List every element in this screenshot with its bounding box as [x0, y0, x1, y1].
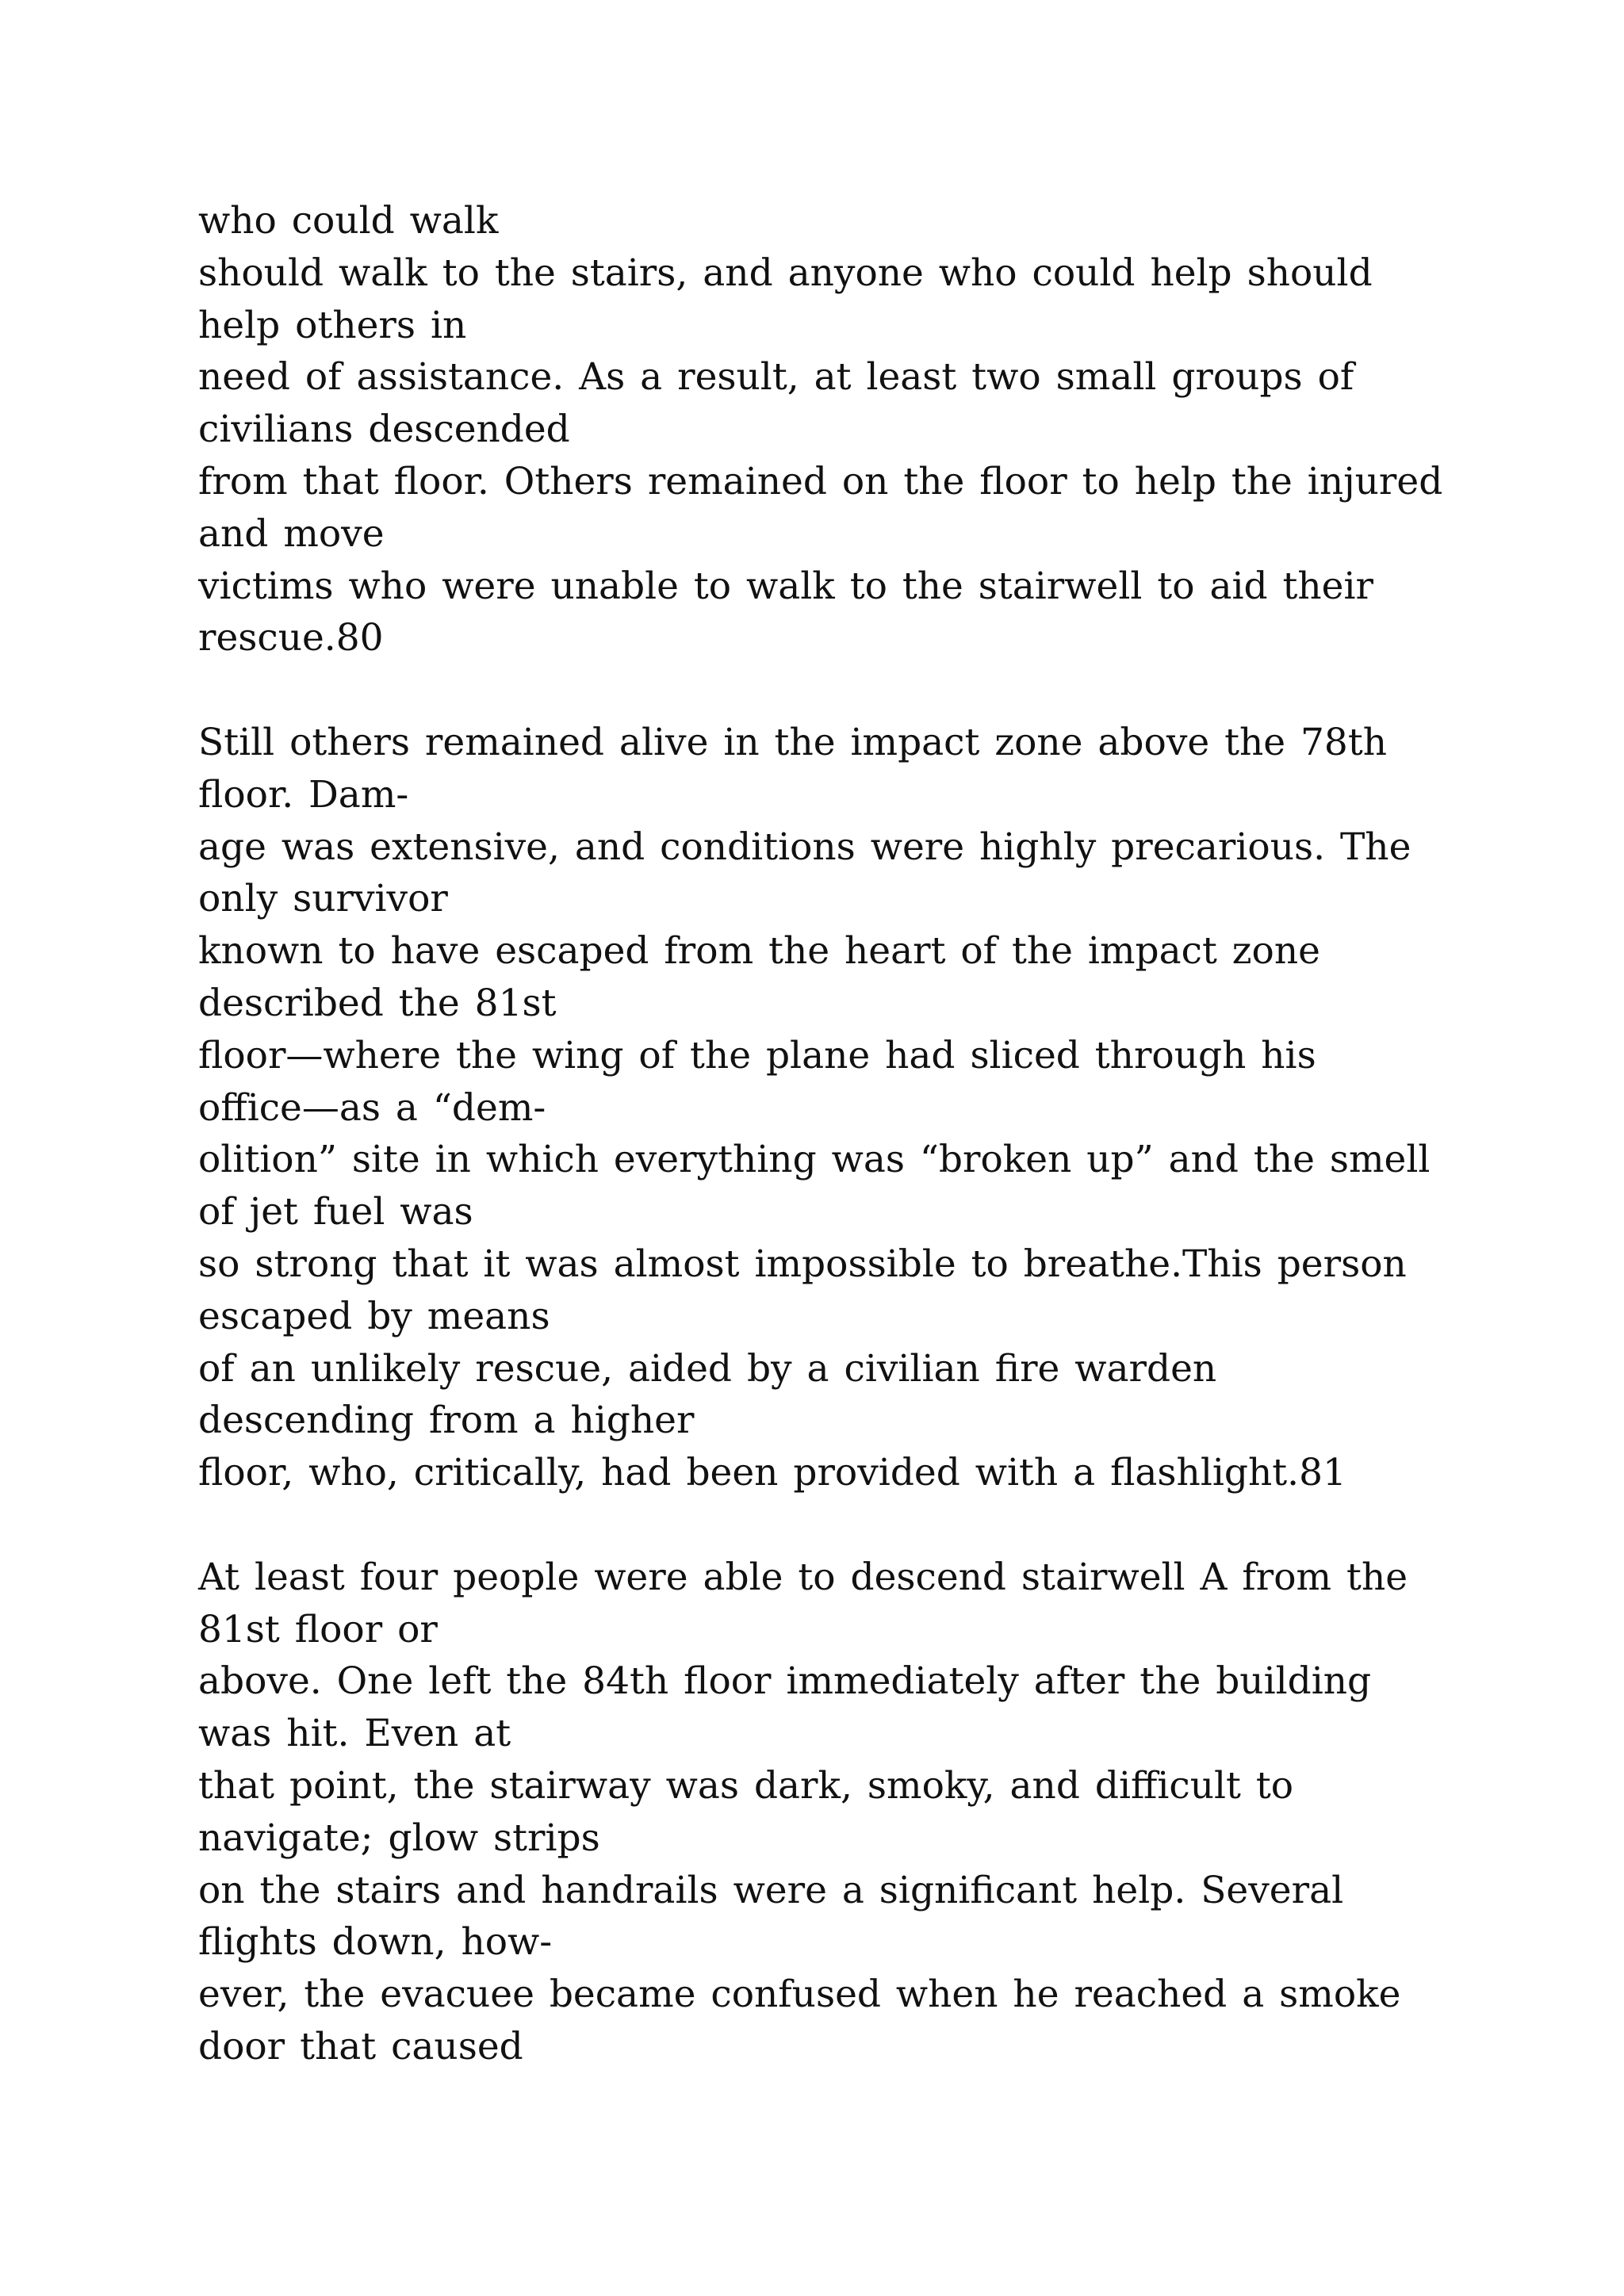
text-line: civilians descended	[198, 408, 570, 452]
text-line: known to have escaped from the heart of the impact zone	[198, 929, 1320, 974]
text-line: victims who were unable to walk to the stairwell to aid their	[198, 564, 1373, 608]
text-line: should walk to the stairs, and anyone who could help should	[198, 251, 1373, 295]
text-line: of jet fuel was	[198, 1190, 473, 1234]
paragraph-1	[198, 195, 1546, 664]
text-line: and move	[198, 511, 385, 556]
text-line: from that floor. Others remained on the floor to help the injured	[198, 459, 1443, 503]
text-line: ever, the evacuee became confused when he reached a smoke	[198, 1973, 1401, 2017]
text-line: who could walk	[198, 199, 499, 243]
text-line: need of assistance. As a result, at least two small groups of	[198, 355, 1354, 400]
text-line: of an unlikely rescue, aided by a civilian fire warden	[198, 1346, 1217, 1391]
text-line: above. One left the 84th floor immediately after the building	[198, 1659, 1372, 1704]
paragraph-gap	[198, 664, 1546, 717]
text-line: described the 81st	[198, 981, 557, 1025]
text-line: Still others remained alive in the impact zone above the 78th	[198, 720, 1387, 764]
text-line: flights down, how-	[198, 1920, 553, 1965]
text-line: help others in	[198, 303, 467, 347]
text-line: only survivor	[198, 877, 448, 921]
paragraph-3	[198, 1552, 1546, 2073]
text-line: rescue.80	[198, 616, 384, 660]
text-line: office—as a “dem-	[198, 1085, 546, 1130]
text-line: was hit. Even at	[198, 1712, 511, 1756]
text-line: navigate; glow strips	[198, 1816, 600, 1860]
text-line: descending from a higher	[198, 1399, 695, 1443]
text-line: so strong that it was almost impossible to breathe.This person	[198, 1242, 1407, 1286]
text-line: At least four people were able to descend stairwell A from the	[198, 1555, 1408, 1599]
text-line: floor, who, critically, had been provided with a flashlight.81	[198, 1451, 1346, 1495]
text-line: 81st floor or	[198, 1607, 438, 1651]
body-text	[198, 195, 1546, 2073]
text-line: olition” site in which everything was “broken up” and the smell	[198, 1138, 1431, 1182]
text-line: escaped by means	[198, 1294, 550, 1338]
paragraph-2	[198, 717, 1546, 1499]
text-line: floor. Dam-	[198, 772, 409, 817]
text-line: door that caused	[198, 2024, 523, 2068]
paragraph-gap	[198, 1499, 1546, 1552]
text-line: that point, the stairway was dark, smoky, and difficult to	[198, 1763, 1294, 1808]
text-line: on the stairs and handrails were a significant help. Several	[198, 1868, 1344, 1912]
text-line: floor—where the wing of the plane had sliced through his	[198, 1033, 1316, 1077]
text-line: age was extensive, and conditions were highly precarious. The	[198, 825, 1411, 869]
